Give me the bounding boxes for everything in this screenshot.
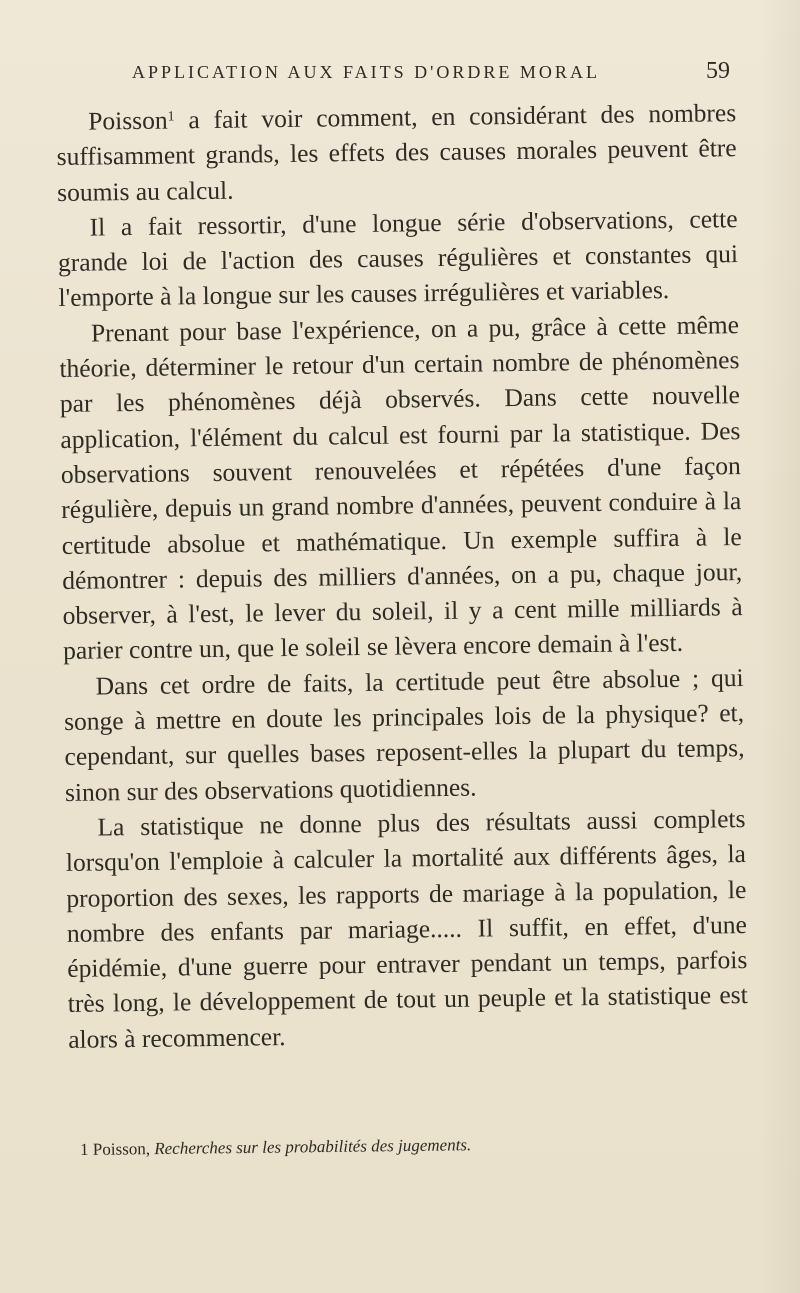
paragraph-1 (56, 95, 737, 210)
footnote (80, 1135, 471, 1160)
footnote-title: Recherches sur les probabilités des jugements. (154, 1135, 472, 1159)
running-head (132, 58, 730, 88)
body-text (56, 95, 748, 1057)
footnote-number: 1 (80, 1139, 89, 1159)
paragraph-1-author: Poisson (88, 105, 168, 136)
paragraph-5: La statistique ne donne plus des résultats aussi complets lorsqu'on l'emploie à calculer la mortalité aux différents âges, la proportion des sexes, les rapports de mariage à la population, le nombre des enfants par mariage..... Il suffit, en effet, d'une épidémie, d'une guerre pour entraver pendant un temps, parfois très long, le développement de tout un peuple et la statistique est alors à recommencer. (65, 803, 748, 1054)
footnote-author: Poisson, (92, 1139, 151, 1159)
paragraph-3: Prenant pour base l'expérience, on a pu, grâce à cette même théorie, déterminer le retour d'un certain nombre de phénomènes par les phénomènes déjà observés. Dans cette nouvelle application, l'élément du calcul est fourni par la statistique. Des observations souvent renouvelées et répétées d'une façon régulière, depuis un grand nombre d'années, peuvent conduire à la certitude absolue et mathématique. Un exemple suffira à le démontrer : depuis des milliers d'années, on a pu, chaque jour, observer, à l'est, le lever du soleil, il y a cent mille milliards à parier contre un, que le soleil se lèvera encore demain à l'est. (59, 309, 743, 666)
running-title: APPLICATION AUX FAITS D'ORDRE MORAL (132, 62, 600, 82)
footnote-reference[interactable]: 1 (167, 109, 175, 125)
paragraph-1-text: a fait voir comment, en considérant des nombres suffisamment grands, les effets des causes morales peuvent être soumis au calcul. (56, 98, 737, 207)
page-number: 59 (706, 58, 730, 84)
paragraph-2: Il a fait ressortir, d'une longue série d'observations, cette grande loi de l'action des causes régulières et constantes qui l'emporte à la longue sur les causes irrégulières et variables. (57, 203, 739, 313)
paragraph-4: Dans cet ordre de faits, la certitude peut être absolue ; qui songe à mettre en doute les principales lois de la physique? et, cependant, sur quelles bases reposent-elles la plupart du temps, sinon sur des observations quotidiennes. (63, 662, 745, 807)
